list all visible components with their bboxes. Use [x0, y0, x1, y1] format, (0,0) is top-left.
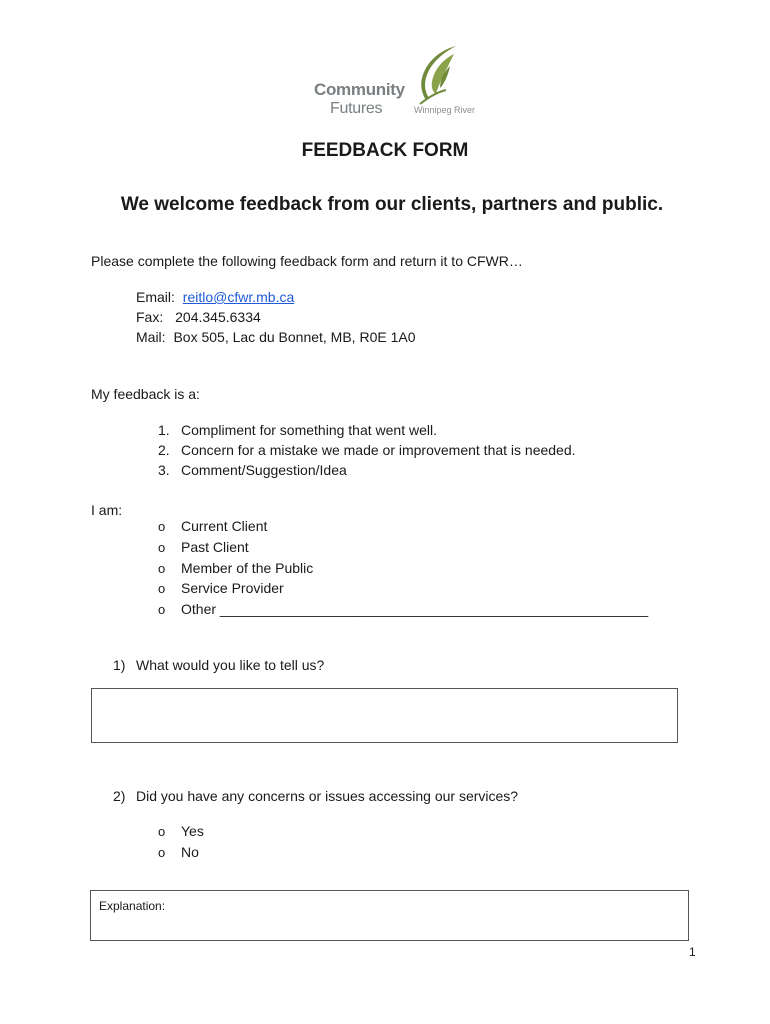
mail-line [136, 329, 416, 345]
option-service-provider: Service Provider [181, 580, 284, 596]
intro-text: Please complete the following feedback form and return it to CFWR… [91, 253, 523, 269]
feedback-type-label: My feedback is a: [91, 386, 200, 402]
checkbox-current-client[interactable]: o [158, 519, 166, 534]
email-label: Email: [136, 289, 175, 305]
option-no: No [181, 844, 199, 860]
list-item-comment: Comment/Suggestion/Idea [181, 462, 347, 478]
explanation-textarea[interactable] [90, 890, 689, 941]
logo-text-community: Community [314, 80, 405, 99]
form-title: FEEDBACK FORM [301, 140, 469, 161]
question-2-number: 2) [113, 788, 126, 804]
explanation-label: Explanation: [99, 899, 166, 913]
checkbox-yes[interactable]: o [158, 824, 166, 839]
question-1-number: 1) [113, 657, 126, 673]
mail-value: Box 505, Lac du Bonnet, MB, R0E 1A0 [173, 329, 416, 345]
list-item-compliment: Compliment for something that went well. [181, 422, 437, 438]
question-2-text: Did you have any concerns or issues accessing our services? [136, 788, 519, 804]
list-item-number: 3. [158, 462, 170, 478]
fax-line [136, 309, 261, 325]
page-number: 1 [689, 945, 696, 959]
community-futures-logo [312, 44, 502, 122]
i-am-label: I am: [91, 502, 123, 518]
mail-label: Mail: [136, 329, 166, 345]
checkbox-other[interactable]: o [158, 602, 166, 617]
email-link[interactable]: reitlo@cfwr.mb.ca [182, 289, 295, 305]
list-item-concern: Concern for a mistake we made or improvement that is needed. [181, 442, 576, 458]
welcome-heading: We welcome feedback from our clients, partners and public. [120, 194, 664, 215]
checkbox-no[interactable]: o [158, 845, 166, 860]
option-yes: Yes [181, 823, 204, 839]
fax-label: Fax: [136, 309, 164, 325]
option-current-client: Current Client [181, 518, 268, 534]
answer-1-textarea[interactable] [91, 688, 678, 743]
option-member-public: Member of the Public [181, 560, 314, 576]
leaf-icon [410, 44, 462, 106]
logo-text-futures: Futures [330, 100, 383, 117]
option-past-client: Past Client [181, 539, 249, 555]
question-1-text: What would you like to tell us? [136, 657, 325, 673]
list-item-number: 1. [158, 422, 170, 438]
option-other[interactable]: Other _______________________________________________________ [181, 601, 649, 617]
logo-text-region: Winnipeg River [414, 105, 476, 115]
checkbox-service-provider[interactable]: o [158, 581, 166, 596]
checkbox-member-public[interactable]: o [158, 561, 166, 576]
fax-value: 204.345.6334 [175, 309, 261, 325]
list-item-number: 2. [158, 442, 170, 458]
checkbox-past-client[interactable]: o [158, 540, 166, 555]
email-line [136, 289, 294, 305]
